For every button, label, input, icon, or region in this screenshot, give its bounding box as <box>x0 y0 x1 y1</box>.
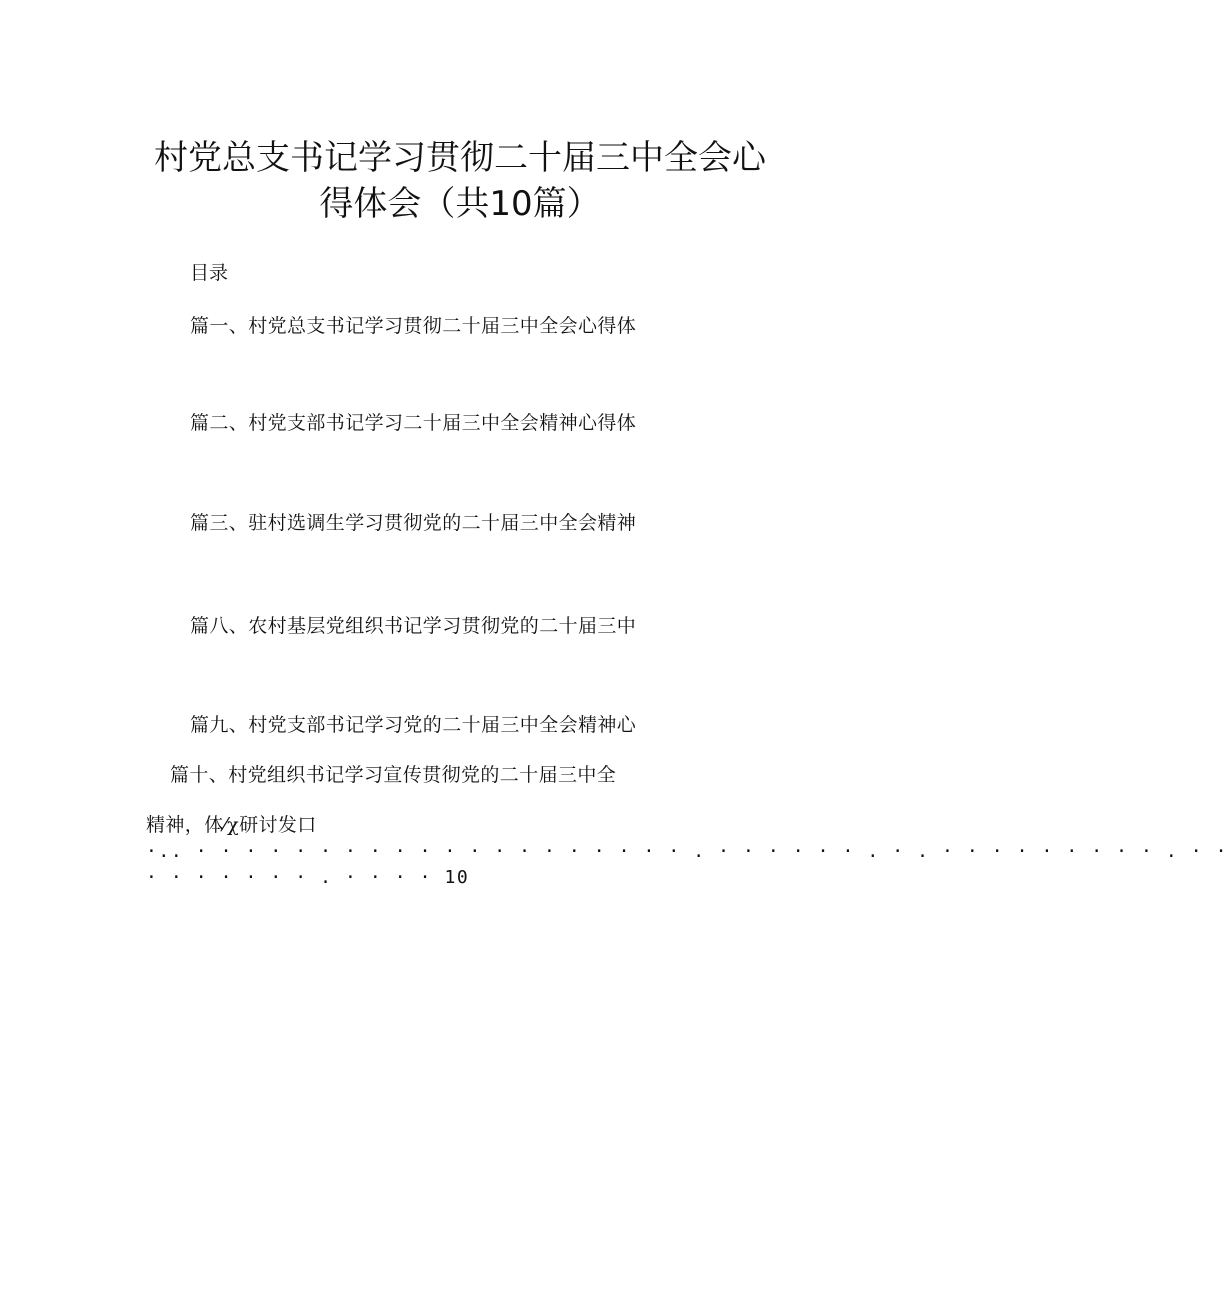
toc-continuation: 精神，体⁄χ研讨发口 <box>146 814 317 836</box>
toc-item-3[interactable]: 篇三、驻村选调生学习贯彻党的二十届三中全会精神 <box>190 512 637 534</box>
toc-heading: 目录 <box>190 262 229 284</box>
toc-item-5[interactable]: 篇九、村党支部书记学习党的二十届三中全会精神心 <box>190 714 637 736</box>
toc-item-1[interactable]: 篇一、村党总支书记学习贯彻二十届三中全会心得体 <box>190 315 637 337</box>
document-title-line2: 得体会（共10篇） <box>319 184 601 224</box>
document-title-line1: 村党总支书记学习贯彻二十届三中全会心 <box>154 138 766 178</box>
dot-leader-line2: · · · · · · · . · · · · 10 <box>146 867 470 888</box>
toc-item-6[interactable]: 篇十、村党组织书记学习宣传贯彻党的二十届三中全 <box>170 764 617 786</box>
dot-leader-line1: ·.. · · · · · · · · · · · · · · · · · · · · . · · · · · · . · . · · · · · · · · · . · · <box>146 841 1228 862</box>
toc-item-4[interactable]: 篇八、农村基层党组织书记学习贯彻党的二十届三中 <box>190 615 637 637</box>
toc-item-2[interactable]: 篇二、村党支部书记学习二十届三中全会精神心得体 <box>190 412 637 434</box>
